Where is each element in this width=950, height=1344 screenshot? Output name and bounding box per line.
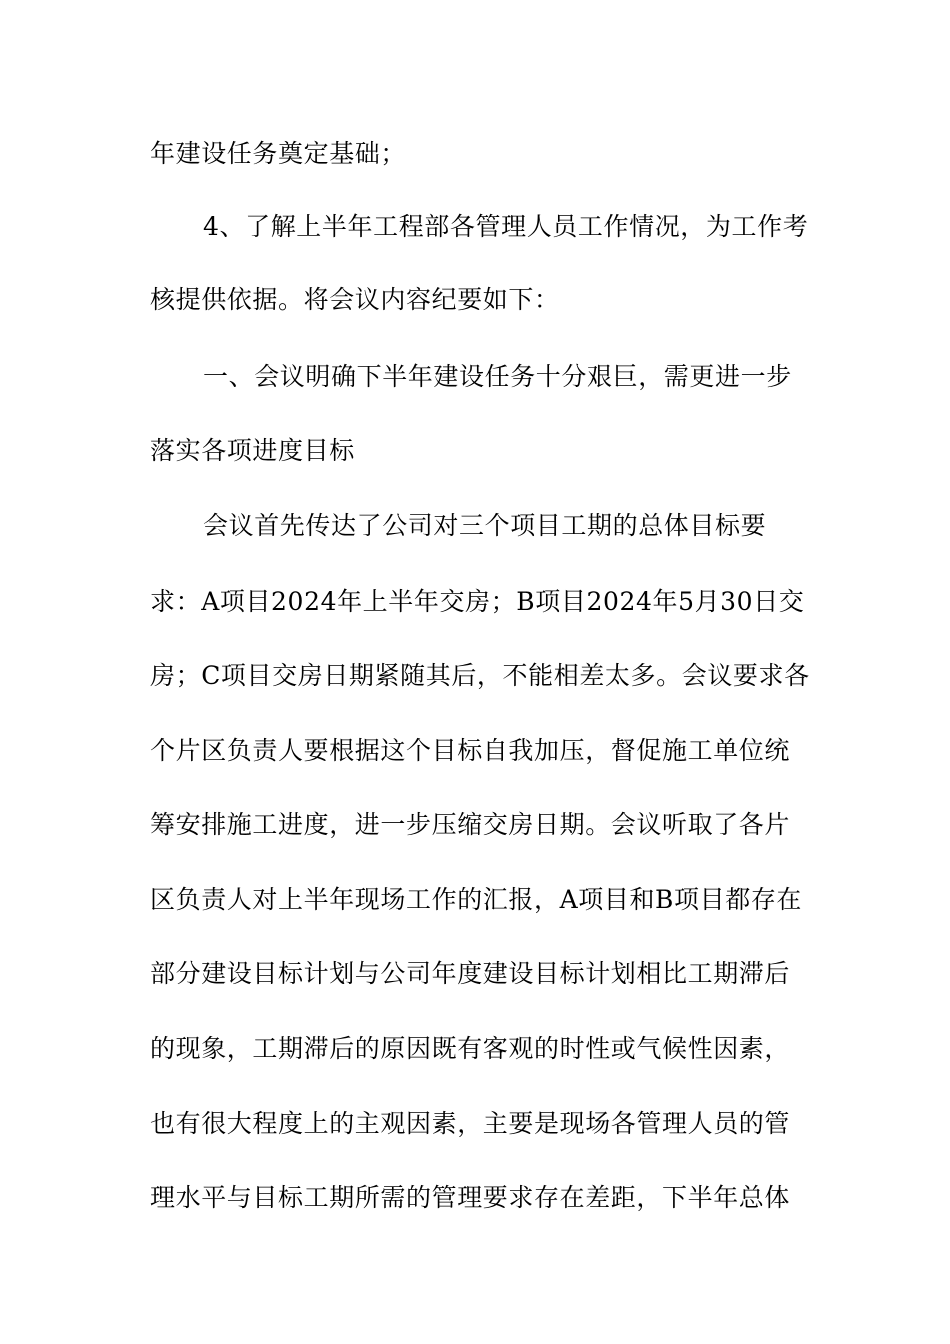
text-line: 的现象，工期滞后的原因既有客观的时性或气候性因素， xyxy=(150,1034,791,1063)
text-line: 会议首先传达了公司对三个项目工期的总体目标要 xyxy=(203,511,767,540)
text-line: 理水平与目标工期所需的管理要求存在差距，下半年总体 xyxy=(150,1183,791,1212)
text-line: 区负责人对上半年现场工作的汇报，A项目和B项目都存在 xyxy=(150,885,803,914)
text-line: 年建设任务奠定基础； xyxy=(150,139,407,168)
text-line: 房；C项目交房日期紧随其后，不能相差太多。会议要求各 xyxy=(150,661,810,690)
text-line: 也有很大程度上的主观因素，主要是现场各管理人员的管 xyxy=(150,1109,791,1138)
text-line: 4、了解上半年工程部各管理人员工作情况，为工作考 xyxy=(203,212,809,241)
text-line: 个片区负责人要根据这个目标自我加压，督促施工单位统 xyxy=(150,736,791,765)
text-line: 核提供依据。将会议内容纪要如下： xyxy=(150,285,560,314)
section-heading: 落实各项进度目标 xyxy=(150,436,355,465)
text-line: 筹安排施工进度，进一步压缩交房日期。会议听取了各片 xyxy=(150,810,791,839)
text-line: 求：A项目2024年上半年交房；B项目2024年5月30日交 xyxy=(150,587,805,616)
text-line: 部分建设目标计划与公司年度建设目标计划相比工期滞后 xyxy=(150,959,791,988)
section-heading: 一、会议明确下半年建设任务十分艰巨，需更进一步 xyxy=(203,362,792,391)
